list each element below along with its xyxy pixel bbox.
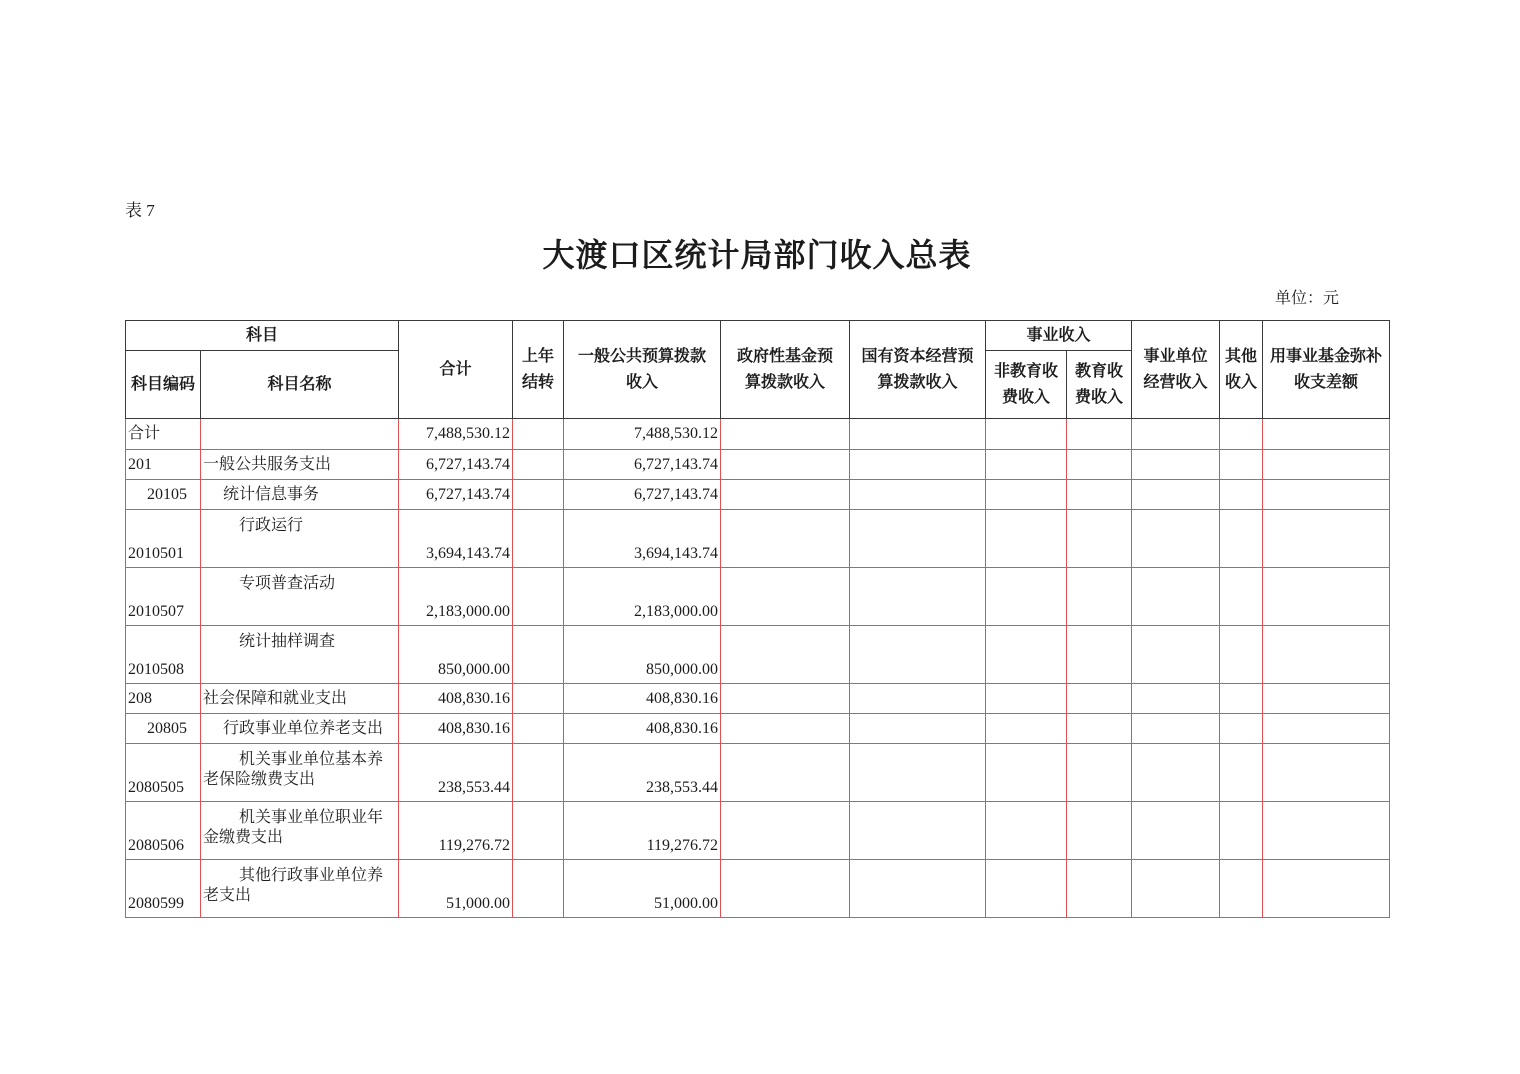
header-total: 合计 [399, 321, 513, 419]
cell-other-income [1220, 568, 1263, 626]
cell-state-capital [850, 860, 986, 918]
cell-non-education-fee [986, 626, 1067, 684]
header-gov-fund: 政府性基金预 算拨款收入 [721, 321, 850, 419]
cell-subject-code: 2010508 [126, 626, 201, 684]
cell-non-education-fee [986, 714, 1067, 744]
cell-non-education-fee [986, 568, 1067, 626]
cell-total: 51,000.00 [399, 860, 513, 918]
cell-total: 408,830.16 [399, 714, 513, 744]
cell-carryover [513, 860, 564, 918]
cell-non-education-fee [986, 480, 1067, 510]
cell-carryover [513, 568, 564, 626]
cell-general-budget: 850,000.00 [564, 626, 721, 684]
cell-state-capital [850, 510, 986, 568]
cell-fund-balance [1263, 714, 1390, 744]
cell-other-income [1220, 744, 1263, 802]
table-row-2080505 [126, 744, 1390, 802]
cell-fund-balance [1263, 450, 1390, 480]
cell-subject-name: 社会保障和就业支出 [201, 684, 399, 714]
cell-subject-name: 统计抽样调查 [201, 626, 399, 684]
cell-fund-balance [1263, 802, 1390, 860]
header-operation-income: 事业单位 经营收入 [1132, 321, 1220, 419]
cell-operation-income [1132, 860, 1220, 918]
cell-subject-code: 201 [126, 450, 201, 480]
cell-education-fee [1067, 480, 1132, 510]
cell-subject-code: 20805 [126, 714, 201, 744]
cell-gov-fund [721, 626, 850, 684]
cell-state-capital [850, 450, 986, 480]
cell-general-budget: 408,830.16 [564, 684, 721, 714]
cell-non-education-fee [986, 510, 1067, 568]
cell-operation-income [1132, 450, 1220, 480]
cell-education-fee [1067, 714, 1132, 744]
cell-other-income [1220, 802, 1263, 860]
cell-subject-name: 一般公共服务支出 [201, 450, 399, 480]
cell-non-education-fee [986, 802, 1067, 860]
cell-state-capital [850, 419, 986, 450]
cell-total: 3,694,143.74 [399, 510, 513, 568]
cell-other-income [1220, 714, 1263, 744]
cell-education-fee [1067, 568, 1132, 626]
cell-state-capital [850, 744, 986, 802]
cell-subject-name: 行政事业单位养老支出 [201, 714, 399, 744]
cell-fund-balance [1263, 684, 1390, 714]
cell-subject-code: 2080599 [126, 860, 201, 918]
header-carryover: 上年 结转 [513, 321, 564, 419]
table-row-2010508 [126, 626, 1390, 684]
cell-fund-balance [1263, 568, 1390, 626]
cell-operation-income [1132, 480, 1220, 510]
cell-operation-income [1132, 802, 1220, 860]
cell-education-fee [1067, 860, 1132, 918]
cell-gov-fund [721, 714, 850, 744]
cell-education-fee [1067, 802, 1132, 860]
cell-fund-balance [1263, 480, 1390, 510]
table-header [126, 321, 1390, 419]
cell-other-income [1220, 510, 1263, 568]
header-row-1 [126, 321, 1390, 351]
table-row-2010501 [126, 510, 1390, 568]
cell-other-income [1220, 684, 1263, 714]
unit-note: 单位：元 [1274, 290, 1339, 307]
table-row-2080599 [126, 860, 1390, 918]
cell-total: 6,727,143.74 [399, 480, 513, 510]
header-business-income-group: 事业收入 [986, 321, 1132, 351]
page-title: 大渡口区统计局部门收入总表 [542, 237, 972, 273]
cell-total: 6,727,143.74 [399, 450, 513, 480]
cell-education-fee [1067, 626, 1132, 684]
cell-state-capital [850, 480, 986, 510]
header-subject-name: 科目名称 [201, 351, 399, 419]
cell-general-budget: 7,488,530.12 [564, 419, 721, 450]
cell-carryover [513, 684, 564, 714]
cell-general-budget: 51,000.00 [564, 860, 721, 918]
cell-general-budget: 6,727,143.74 [564, 450, 721, 480]
header-subject-group: 科目 [126, 321, 399, 351]
cell-carryover [513, 480, 564, 510]
cell-state-capital [850, 714, 986, 744]
cell-carryover [513, 450, 564, 480]
cell-total: 850,000.00 [399, 626, 513, 684]
cell-gov-fund [721, 450, 850, 480]
cell-gov-fund [721, 419, 850, 450]
cell-gov-fund [721, 480, 850, 510]
cell-subject-name: 统计信息事务 [201, 480, 399, 510]
table-row-2080506 [126, 802, 1390, 860]
cell-carryover [513, 419, 564, 450]
cell-non-education-fee [986, 744, 1067, 802]
cell-non-education-fee [986, 684, 1067, 714]
cell-other-income [1220, 419, 1263, 450]
cell-general-budget: 2,183,000.00 [564, 568, 721, 626]
cell-subject-code: 2010501 [126, 510, 201, 568]
cell-total: 2,183,000.00 [399, 568, 513, 626]
cell-operation-income [1132, 684, 1220, 714]
cell-other-income [1220, 860, 1263, 918]
cell-other-income [1220, 626, 1263, 684]
table-row-20105 [126, 480, 1390, 510]
table-row-grand-total [126, 419, 1390, 450]
cell-fund-balance [1263, 860, 1390, 918]
cell-general-budget: 408,830.16 [564, 714, 721, 744]
table-body [126, 419, 1390, 918]
cell-gov-fund [721, 802, 850, 860]
cell-education-fee [1067, 419, 1132, 450]
cell-subject-name [201, 419, 399, 450]
header-subject-code: 科目编码 [126, 351, 201, 419]
cell-subject-code: 合计 [126, 419, 201, 450]
cell-state-capital [850, 568, 986, 626]
cell-state-capital [850, 684, 986, 714]
cell-total: 119,276.72 [399, 802, 513, 860]
cell-subject-name: 机关事业单位职业年 金缴费支出 [201, 802, 399, 860]
cell-gov-fund [721, 744, 850, 802]
table-row-208 [126, 684, 1390, 714]
header-other-income: 其他 收入 [1220, 321, 1263, 419]
cell-other-income [1220, 450, 1263, 480]
income-summary-table [125, 320, 1390, 918]
cell-total: 408,830.16 [399, 684, 513, 714]
cell-subject-code: 2080505 [126, 744, 201, 802]
cell-non-education-fee [986, 450, 1067, 480]
cell-gov-fund [721, 568, 850, 626]
cell-total: 7,488,530.12 [399, 419, 513, 450]
cell-education-fee [1067, 510, 1132, 568]
cell-subject-code: 208 [126, 684, 201, 714]
cell-fund-balance [1263, 510, 1390, 568]
cell-general-budget: 238,553.44 [564, 744, 721, 802]
cell-carryover [513, 802, 564, 860]
cell-gov-fund [721, 684, 850, 714]
cell-carryover [513, 714, 564, 744]
cell-education-fee [1067, 684, 1132, 714]
cell-subject-code: 20105 [126, 480, 201, 510]
cell-carryover [513, 744, 564, 802]
cell-education-fee [1067, 450, 1132, 480]
cell-subject-code: 2080506 [126, 802, 201, 860]
cell-operation-income [1132, 568, 1220, 626]
cell-non-education-fee [986, 419, 1067, 450]
table-number-label: 表 7 [125, 201, 155, 220]
cell-carryover [513, 626, 564, 684]
cell-gov-fund [721, 860, 850, 918]
cell-total: 238,553.44 [399, 744, 513, 802]
cell-subject-name: 专项普查活动 [201, 568, 399, 626]
table-row-201 [126, 450, 1390, 480]
cell-operation-income [1132, 510, 1220, 568]
cell-subject-code: 2010507 [126, 568, 201, 626]
cell-operation-income [1132, 714, 1220, 744]
table-row-2010507 [126, 568, 1390, 626]
cell-other-income [1220, 480, 1263, 510]
cell-non-education-fee [986, 860, 1067, 918]
cell-fund-balance [1263, 744, 1390, 802]
table-row-20805 [126, 714, 1390, 744]
cell-education-fee [1067, 744, 1132, 802]
header-state-capital: 国有资本经营预 算拨款收入 [850, 321, 986, 419]
cell-state-capital [850, 626, 986, 684]
cell-general-budget: 119,276.72 [564, 802, 721, 860]
cell-operation-income [1132, 744, 1220, 802]
header-non-education-fee: 非教育收 费收入 [986, 351, 1067, 419]
header-general-budget: 一般公共预算拨款 收入 [564, 321, 721, 419]
cell-general-budget: 6,727,143.74 [564, 480, 721, 510]
cell-operation-income [1132, 626, 1220, 684]
document-page [125, 0, 1389, 918]
cell-general-budget: 3,694,143.74 [564, 510, 721, 568]
cell-fund-balance [1263, 626, 1390, 684]
cell-operation-income [1132, 419, 1220, 450]
cell-subject-name: 行政运行 [201, 510, 399, 568]
cell-subject-name: 机关事业单位基本养 老保险缴费支出 [201, 744, 399, 802]
cell-subject-name: 其他行政事业单位养 老支出 [201, 860, 399, 918]
cell-gov-fund [721, 510, 850, 568]
cell-fund-balance [1263, 419, 1390, 450]
cell-state-capital [850, 802, 986, 860]
header-education-fee: 教育收 费收入 [1067, 351, 1132, 419]
header-fund-balance: 用事业基金弥补 收支差额 [1263, 321, 1390, 419]
cell-carryover [513, 510, 564, 568]
